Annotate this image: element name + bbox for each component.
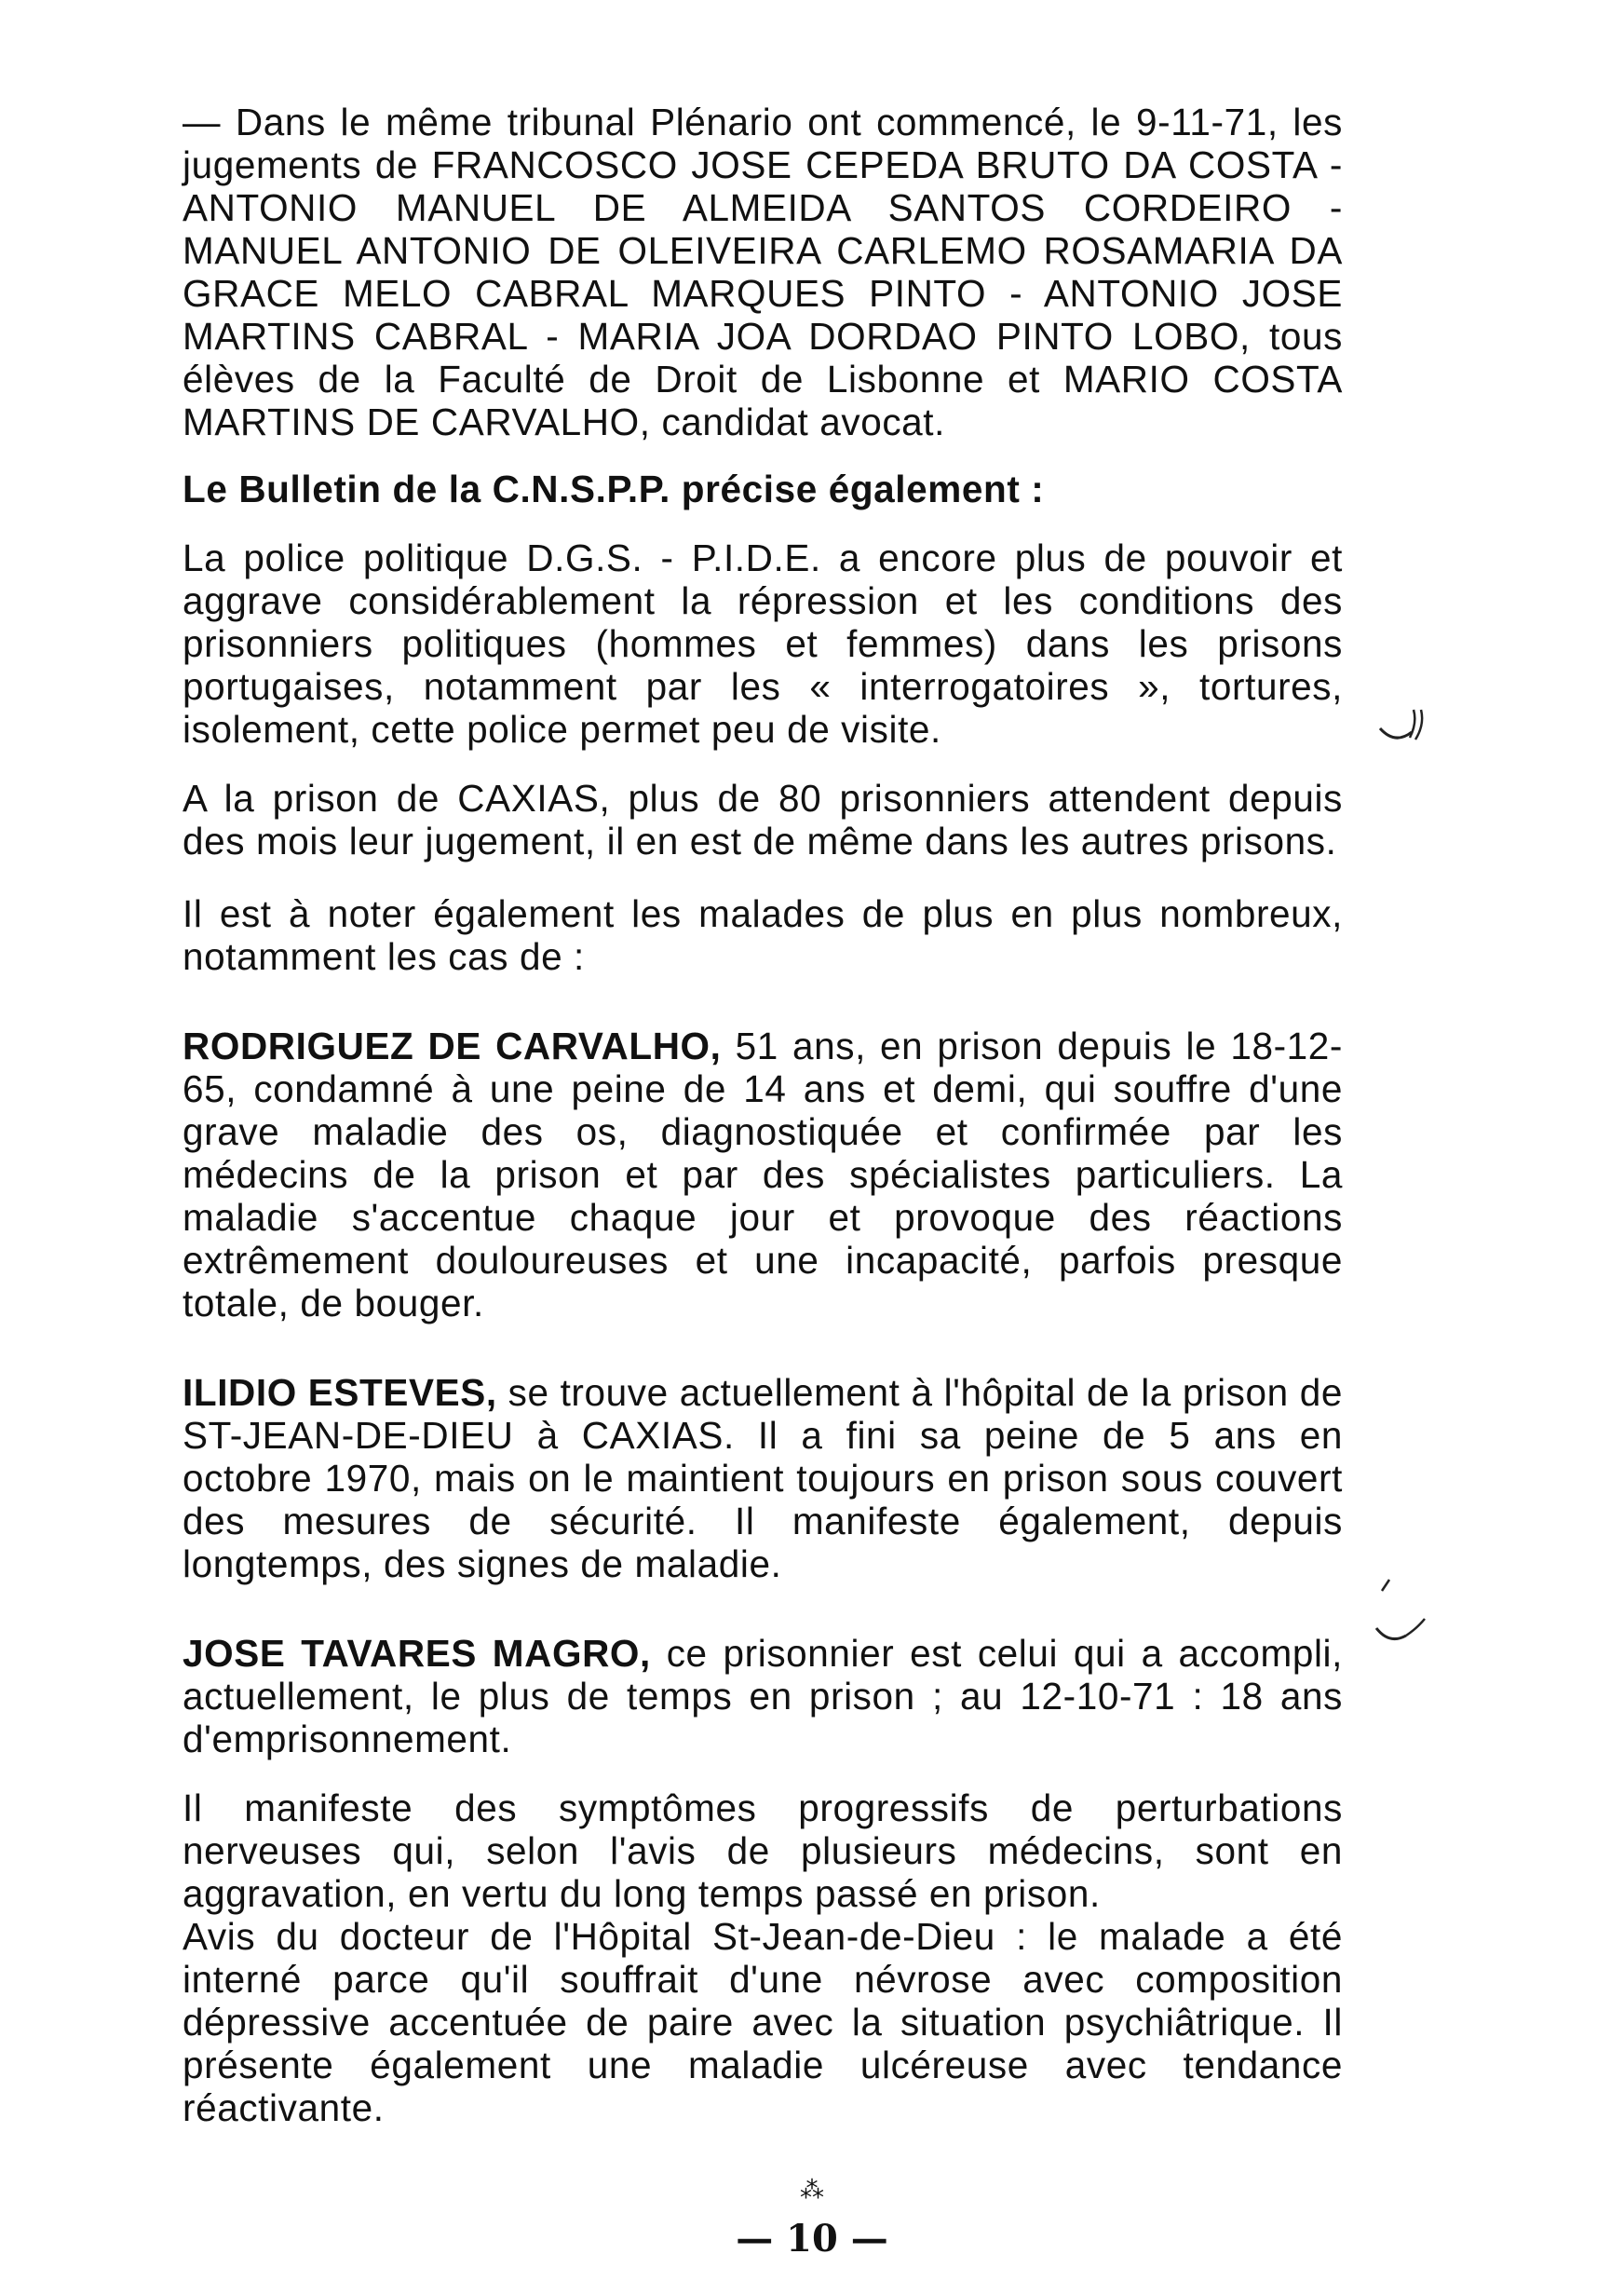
margin-pen-mark-bottom [1369,1574,1434,1668]
paragraph-symptomes: Il manifeste des symptômes progressifs de perturbations nerveuses qui, selon l'avis de plusieurs médecins, sont en aggravation, en vertu du long temps passé en prison. [183,1786,1343,1915]
paragraph-malades: Il est à noter également les malades de plus en plus nombreux, notamment les cas de : [183,892,1343,978]
section-ornament: ⁂ [800,2176,824,2204]
prisoner-text-rodriguez: 51 ans, en prison depuis le 18-12-65, condamné à une peine de 14 ans et demi, qui souffre d'une grave maladie des os, diagnostiquée et confirmée par les médecins de la prison et par des spécialistes particuliers. La maladie s'accentue chaque jour et provoque des réactions extrêmement douloureuses et une incapacité, parfois presque totale, de bouger. [183,1025,1343,1324]
paragraph-rodriguez [183,1025,1343,1324]
pen-mark-icon [1369,1574,1434,1658]
prisoner-name-esteves: ILIDIO ESTEVES, [183,1371,497,1414]
paragraph-caxias: A la prison de CAXIAS, plus de 80 prisonniers attendent depuis des mois leur jugement, il en est de même dans les autres prisons. [183,777,1343,862]
pen-mark-icon [1376,700,1432,747]
prisoner-name-rodriguez: RODRIGUEZ DE CARVALHO, [183,1025,722,1067]
prisoner-text-esteves: se trouve actuellement à l'hôpital de la prison de ST-JEAN-DE-DIEU à CAXIAS. Il a fini sa peine de 5 ans en octobre 1970, mais on le maintient toujours en prison sous couvert des mesures de sécurité. Il manifeste également, depuis longtemps, des signes de maladie. [183,1371,1343,1585]
document-body [183,101,1343,2129]
paragraph-tribunal: — Dans le même tribunal Plénario ont commencé, le 9-11-71, les jugements de FRANCOSCO JOSE CEPEDA BRUTO DA COSTA - ANTONIO MANUEL DE ALMEIDA SANTOS CORDEIRO - MANUEL ANTONIO DE OLEIVEIRA CARLEMO ROSAMARIA DA GRACE MELO CABRAL MARQUES PINTO - ANTONIO JOSE MARTINS CABRAL - MARIA JOA DORDAO PINTO LOBO, tous élèves de la Faculté de Droit de Lisbonne et MARIO COSTA MARTINS DE CARVALHO, candidat avocat. [183,101,1343,443]
page-number: — 10 — [736,2217,888,2261]
prisoner-name-magro: JOSE TAVARES MAGRO, [183,1632,651,1675]
paragraph-avis-docteur: Avis du docteur de l'Hôpital St-Jean-de-Dieu : le malade a été interné parce qu'il souffrait d'une névrose avec composition dépressive accentuée de paire avec la situation psychiâtrique. Il présente également une maladie ulcéreuse avec tendance réactivante. [183,1915,1343,2129]
section-heading-bulletin: Le Bulletin de la C.N.S.P.P. précise également : [183,468,1045,510]
paragraph-police: La police politique D.G.S. - P.I.D.E. a encore plus de pouvoir et aggrave considérablement la répression et les conditions des prisonniers politiques (hommes et femmes) dans les prisons portugaises, notamment par les « interrogatoires », tortures, isolement, cette police permet peu de visite. [183,536,1343,751]
paragraph-esteves [183,1371,1343,1585]
prisoner-text-magro: ce prisonnier est celui qui a accompli, actuellement, le plus de temps en prison ; au 12-10-71 : 18 ans d'emprisonnement. [183,1632,1343,1760]
paragraph-magro [183,1632,1343,1760]
margin-pen-mark-top [1376,700,1432,757]
